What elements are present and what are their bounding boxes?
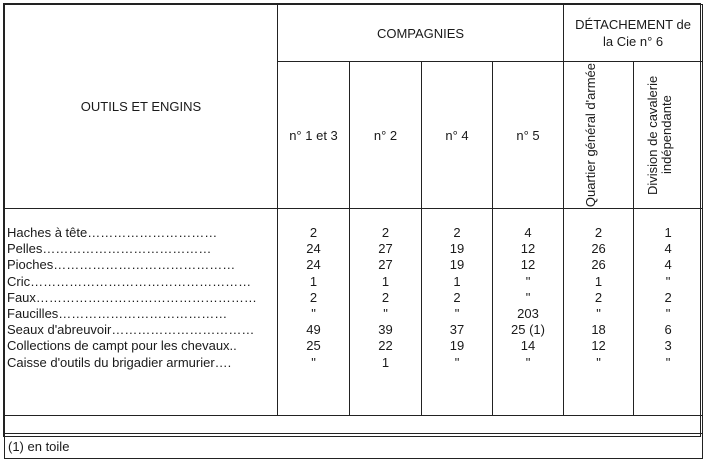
row-label: Pelles………………………………… [7,241,212,257]
cell-value: " [596,305,601,321]
values-column-quartier-general [564,209,634,416]
cell-value: " [525,273,531,289]
cell-value: " [311,354,316,370]
cell-value: 2 [309,289,318,305]
body-row [5,209,703,416]
header-detachement-line2: la Cie n° 6 [602,34,664,49]
cell-value: " [665,305,671,321]
column-header-text: n° 4 [445,127,469,143]
cell-value: 2 [664,289,672,305]
header-outils-et-engins [5,5,278,209]
footnote: (1) en toile [5,434,703,459]
cell-value: " [525,354,531,370]
cell-value: 12 [520,257,536,273]
inventory-table [4,4,703,459]
cell-value: 19 [449,257,465,273]
column-header-text: Quartier général d'armée [582,62,598,208]
row-label: Cric…………………………………………… [7,273,252,289]
cell-value: 25 (1) [511,322,545,338]
cell-value: 1 [381,354,390,370]
row-label: Faux…………………………………………… [7,289,257,305]
cell-value: 1 [594,273,603,289]
cell-value: " [665,354,671,370]
values-column-cie-5 [493,209,564,416]
cell-value: 27 [378,257,393,273]
row-label: Pioches…………………………………… [7,257,236,273]
values-column-cie-2 [350,209,422,416]
cell-value: 12 [591,338,606,354]
cell-value: 4 [664,257,672,273]
cell-value: " [665,273,671,289]
cell-value: 26 [591,241,606,257]
header-compagnies [278,5,564,62]
header-compagnies-text: COMPAGNIES [376,25,465,41]
header-outils-text: OUTILS ET ENGINS [80,99,202,114]
column-header-text: n° 2 [373,127,398,143]
header-detachement-line1: DÉTACHEMENT de [575,17,691,32]
cell-value: 3 [664,338,672,354]
cell-value: 2 [381,289,390,305]
row-label: Faucilles………………………………… [7,305,228,321]
cell-value: 19 [449,241,465,257]
row-label: Seaux d'abreuvoir…………………………… [7,322,255,338]
column-header-cie-1-3 [278,62,350,209]
spacer-row [5,416,703,434]
cell-value: 2 [453,225,461,240]
column-header-cie-4 [422,62,493,209]
cell-value: 2 [381,225,390,240]
cell-value: 6 [664,322,672,338]
cell-value: 1 [664,225,672,240]
values-column-cie-1-3 [278,209,350,416]
cell-value: 24 [306,257,321,273]
cell-value: 37 [449,322,465,338]
cell-value: 18 [591,322,606,338]
cell-value: 24 [306,241,321,257]
header-detachement [564,5,703,62]
cell-value: " [454,305,460,321]
cell-value: 2 [309,225,318,240]
cell-value: 25 [306,338,321,354]
values-column-division-cavalerie [634,209,703,416]
cell-value: 4 [664,241,672,257]
cell-value: 22 [378,338,393,354]
column-header-cie-5 [493,62,564,209]
row-label: Caisse d'outils du brigadier armurier…. [7,354,232,370]
column-header-text: Division de cavalerie indépendante [645,75,675,195]
table-frame [3,3,701,454]
cell-value: 1 [453,273,461,289]
cell-value: 12 [520,241,536,257]
cell-value: 1 [309,273,318,289]
column-header-text: n° 5 [516,127,540,143]
cell-value: " [383,305,388,321]
cell-value: 4 [524,225,532,240]
row-labels-column [5,209,278,416]
footnote-row [5,434,703,459]
cell-value: " [454,354,460,370]
cell-value: 2 [594,289,603,305]
row-label: Collections de campt pour les chevaux.. [7,338,237,354]
column-header-cie-2 [350,62,422,209]
cell-value: 2 [453,289,461,305]
cell-value: " [596,354,601,370]
column-header-text: n° 1 et 3 [289,127,338,143]
spacer-cell [5,416,703,434]
cell-value: 2 [594,225,603,240]
column-header-division-cavalerie [634,62,703,209]
cell-value: 203 [517,305,539,321]
column-header-quartier-general [564,62,634,209]
cell-value: 49 [306,322,321,338]
cell-value: 14 [520,338,536,354]
cell-value: 27 [378,241,393,257]
row-label: Haches à tête………………………… [7,225,218,240]
cell-value: 19 [449,338,465,354]
cell-value: 1 [381,273,390,289]
cell-value: " [525,289,531,305]
cell-value: 26 [591,257,606,273]
cell-value: " [311,305,316,321]
values-column-cie-4 [422,209,493,416]
cell-value: 39 [378,322,393,338]
